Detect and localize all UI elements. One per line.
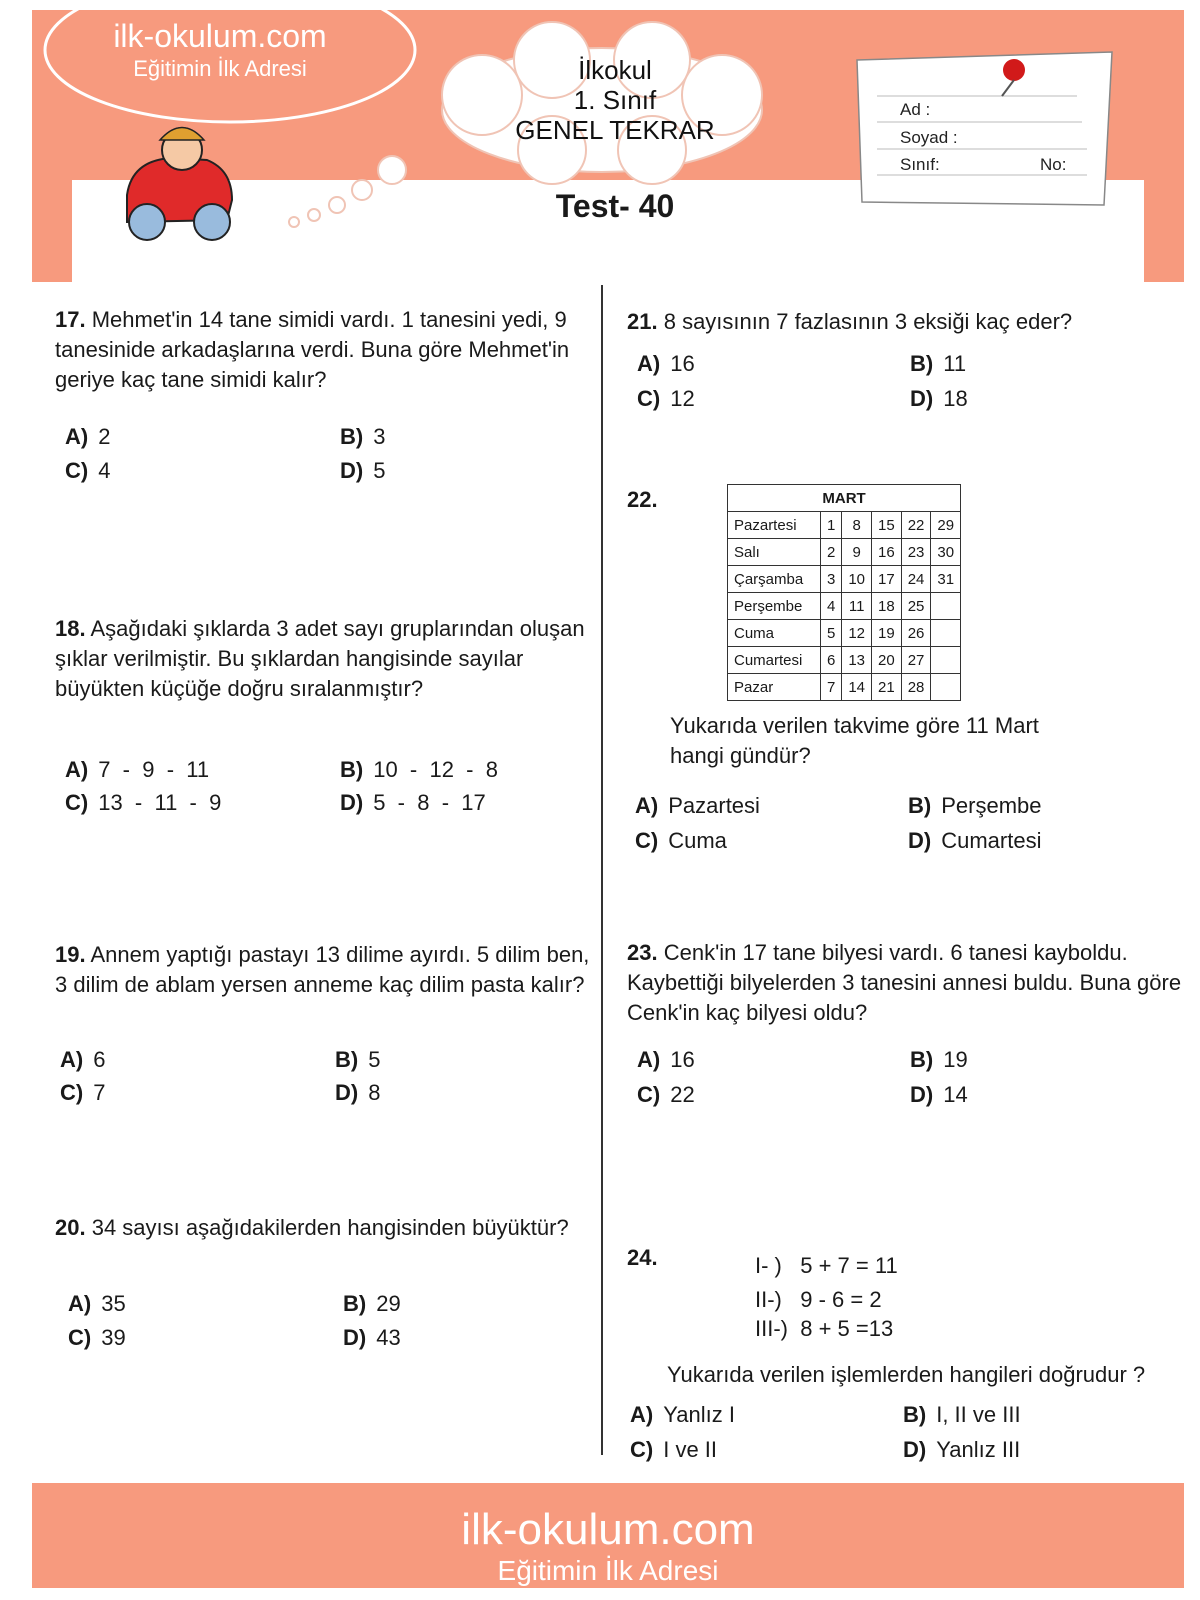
question-number: 19. — [55, 942, 86, 967]
option-b[interactable]: B) 11 — [910, 351, 967, 376]
question-19 — [55, 940, 600, 1000]
option-b[interactable]: B) 19 — [910, 1047, 968, 1072]
calendar-date-cell: 15 — [872, 512, 902, 539]
question-text: 8 sayısının 7 fazlasının 3 eksiği kaç eder? — [663, 309, 1073, 334]
calendar-date-cell — [931, 620, 961, 647]
calendar-date-cell: 27 — [901, 647, 931, 674]
cloud-line-3: GENEL TEKRAR — [515, 115, 715, 145]
calendar-day-name: Salı — [728, 539, 821, 566]
question-text: Cenk'in 17 tane bilyesi vardı. 6 tanesi kayboldu. Kaybettiği bilyelerden 3 tanesini annesi buldu. Buna göre Cenk'in kaç bilyesi oldu? — [627, 940, 1182, 1025]
calendar-date-cell — [931, 647, 961, 674]
calendar-date-cell: 24 — [901, 566, 931, 593]
note-paper — [857, 52, 1112, 205]
cloud-line-1: İlkokul — [578, 55, 652, 85]
calendar-date-cell: 26 — [901, 620, 931, 647]
option-d[interactable]: D) 18 — [910, 386, 968, 411]
question-text: Yukarıda verilen işlemlerden hangileri doğrudur ? — [667, 1362, 1146, 1387]
option-a[interactable]: A) Yanlız I — [630, 1402, 735, 1427]
car-cartoon-icon — [127, 128, 232, 241]
calendar-date-cell: 2 — [821, 539, 842, 566]
question-text: Aşağıdaki şıklarda 3 adet sayı gruplarından oluşan şıklar verilmiştir. Bu şıklardan hangisinde sayılar büyükten küçüğe doğru sıralanmıştır? — [55, 616, 585, 701]
option-d[interactable]: D) 8 — [335, 1080, 381, 1105]
calendar-row — [728, 539, 961, 566]
expression-3: III-) 8 + 5 =13 — [755, 1316, 894, 1341]
calendar-day-name: Cuma — [728, 620, 821, 647]
calendar-row — [728, 647, 961, 674]
calendar-date-cell: 13 — [842, 647, 872, 674]
column-divider — [601, 285, 603, 1455]
question-22 — [670, 711, 1090, 771]
option-c[interactable]: C) 22 — [637, 1082, 695, 1107]
footer-subtitle: Eğitimin İlk Adresi — [497, 1555, 719, 1586]
calendar-row — [728, 620, 961, 647]
calendar-date-cell: 22 — [901, 512, 931, 539]
option-b[interactable]: B) Perşembe — [908, 793, 1042, 818]
calendar-date-cell: 19 — [872, 620, 902, 647]
calendar-day-name: Çarşamba — [728, 566, 821, 593]
question-23 — [627, 938, 1187, 1028]
question-20 — [55, 1213, 575, 1243]
calendar-date-cell — [931, 674, 961, 701]
calendar-date-cell: 7 — [821, 674, 842, 701]
cloud-text — [440, 55, 790, 145]
calendar-date-cell: 16 — [872, 539, 902, 566]
question-number: 21. — [627, 309, 658, 334]
expression-2: II-) 9 - 6 = 2 — [755, 1287, 882, 1312]
option-b[interactable]: B) 3 — [340, 424, 386, 449]
calendar-row — [728, 512, 961, 539]
calendar-date-cell: 28 — [901, 674, 931, 701]
option-a[interactable]: A) 7 - 9 - 11 — [65, 757, 210, 782]
cloud-line-2: 1. Sınıf — [573, 85, 657, 115]
option-c[interactable]: C) 13 - 11 - 9 — [65, 790, 222, 815]
calendar-date-cell: 1 — [821, 512, 842, 539]
question-21 — [627, 307, 1182, 337]
expression-1: I- ) 5 + 7 = 11 — [755, 1253, 898, 1278]
footer-logo: ilk-okulum.com — [461, 1505, 755, 1554]
calendar-row — [728, 674, 961, 701]
question-24-number: 24. — [627, 1245, 658, 1270]
calendar-date-cell: 23 — [901, 539, 931, 566]
option-b[interactable]: B) 29 — [343, 1291, 401, 1316]
question-number: 20. — [55, 1215, 86, 1240]
calendar-table — [727, 484, 961, 701]
calendar-date-cell: 30 — [931, 539, 961, 566]
pushpin-icon — [1003, 59, 1025, 81]
question-text: Yukarıda verilen takvime göre 11 Mart hangi gündür? — [670, 713, 1039, 768]
option-c[interactable]: C) Cuma — [635, 828, 727, 853]
calendar-date-cell — [931, 593, 961, 620]
calendar-date-cell: 18 — [872, 593, 902, 620]
question-number: 18. — [55, 616, 86, 641]
calendar-month: MART — [728, 485, 961, 512]
calendar-date-cell: 8 — [842, 512, 872, 539]
option-a[interactable]: A) 16 — [637, 1047, 695, 1072]
option-b[interactable]: B) I, II ve III — [903, 1402, 1021, 1427]
calendar-date-cell: 4 — [821, 593, 842, 620]
option-d[interactable]: D) Yanlız III — [903, 1437, 1021, 1462]
note-sinif-label: Sınıf: — [900, 155, 940, 174]
option-d[interactable]: D) 43 — [343, 1325, 401, 1350]
question-text: Mehmet'in 14 tane simidi vardı. 1 tanesini yedi, 9 tanesinide arkadaşlarına verdi. Buna göre Mehmet'in geriye kaç tane simidi kalır? — [55, 307, 570, 392]
calendar-date-cell: 3 — [821, 566, 842, 593]
calendar-date-cell: 29 — [931, 512, 961, 539]
note-soyad-label: Soyad : — [900, 128, 958, 147]
option-c[interactable]: C) 39 — [68, 1325, 126, 1350]
question-number: 23. — [627, 940, 658, 965]
option-d[interactable]: D) 14 — [910, 1082, 968, 1107]
option-a[interactable]: A) 16 — [637, 351, 695, 376]
option-c[interactable]: C) 7 — [60, 1080, 106, 1105]
option-c[interactable]: C) 4 — [65, 458, 111, 483]
question-text: 34 sayısı aşağıdakilerden hangisinden büyüktür? — [91, 1215, 569, 1240]
note-ad-label: Ad : — [900, 100, 931, 119]
option-c[interactable]: C) I ve II — [630, 1437, 718, 1462]
option-a[interactable]: A) 35 — [68, 1291, 126, 1316]
calendar-date-cell: 5 — [821, 620, 842, 647]
option-c[interactable]: C) 12 — [637, 386, 695, 411]
question-number: 17. — [55, 307, 86, 332]
calendar-date-cell: 9 — [842, 539, 872, 566]
calendar-date-cell: 25 — [901, 593, 931, 620]
question-24 — [667, 1360, 1187, 1390]
question-18 — [55, 614, 590, 704]
question-text: Annem yaptığı pastayı 13 dilime ayırdı. 5 dilim ben, 3 dilim de ablam yersen anneme kaç dilim pasta kalır? — [55, 942, 590, 997]
option-b[interactable]: B) 10 - 12 - 8 — [340, 757, 498, 782]
calendar-date-cell: 12 — [842, 620, 872, 647]
calendar-row — [728, 566, 961, 593]
calendar-row — [728, 593, 961, 620]
option-a[interactable]: A) 6 — [60, 1047, 106, 1072]
option-a[interactable]: A) 2 — [65, 424, 111, 449]
option-d[interactable]: D) Cumartesi — [908, 828, 1042, 853]
calendar-day-name: Perşembe — [728, 593, 821, 620]
question-17 — [55, 305, 600, 395]
calendar-date-cell: 20 — [872, 647, 902, 674]
question-22-number: 22. — [627, 487, 658, 512]
calendar-day-name: Cumartesi — [728, 647, 821, 674]
calendar-day-name: Pazar — [728, 674, 821, 701]
calendar-date-cell: 10 — [842, 566, 872, 593]
calendar-date-cell: 31 — [931, 566, 961, 593]
test-title: Test- 40 — [555, 188, 675, 224]
option-d[interactable]: D) 5 - 8 - 17 — [340, 790, 486, 815]
calendar-date-cell: 11 — [842, 593, 872, 620]
option-b[interactable]: B) 5 — [335, 1047, 381, 1072]
calendar-date-cell: 14 — [842, 674, 872, 701]
logo-title: ilk-okulum.com — [113, 18, 327, 54]
calendar-day-name: Pazartesi — [728, 512, 821, 539]
note-no-label: No: — [1040, 155, 1067, 174]
calendar-date-cell: 6 — [821, 647, 842, 674]
option-a[interactable]: A) Pazartesi — [635, 793, 760, 818]
calendar-date-cell: 21 — [872, 674, 902, 701]
calendar-date-cell: 17 — [872, 566, 902, 593]
logo-subtitle: Eğitimin İlk Adresi — [133, 56, 307, 81]
option-d[interactable]: D) 5 — [340, 458, 386, 483]
